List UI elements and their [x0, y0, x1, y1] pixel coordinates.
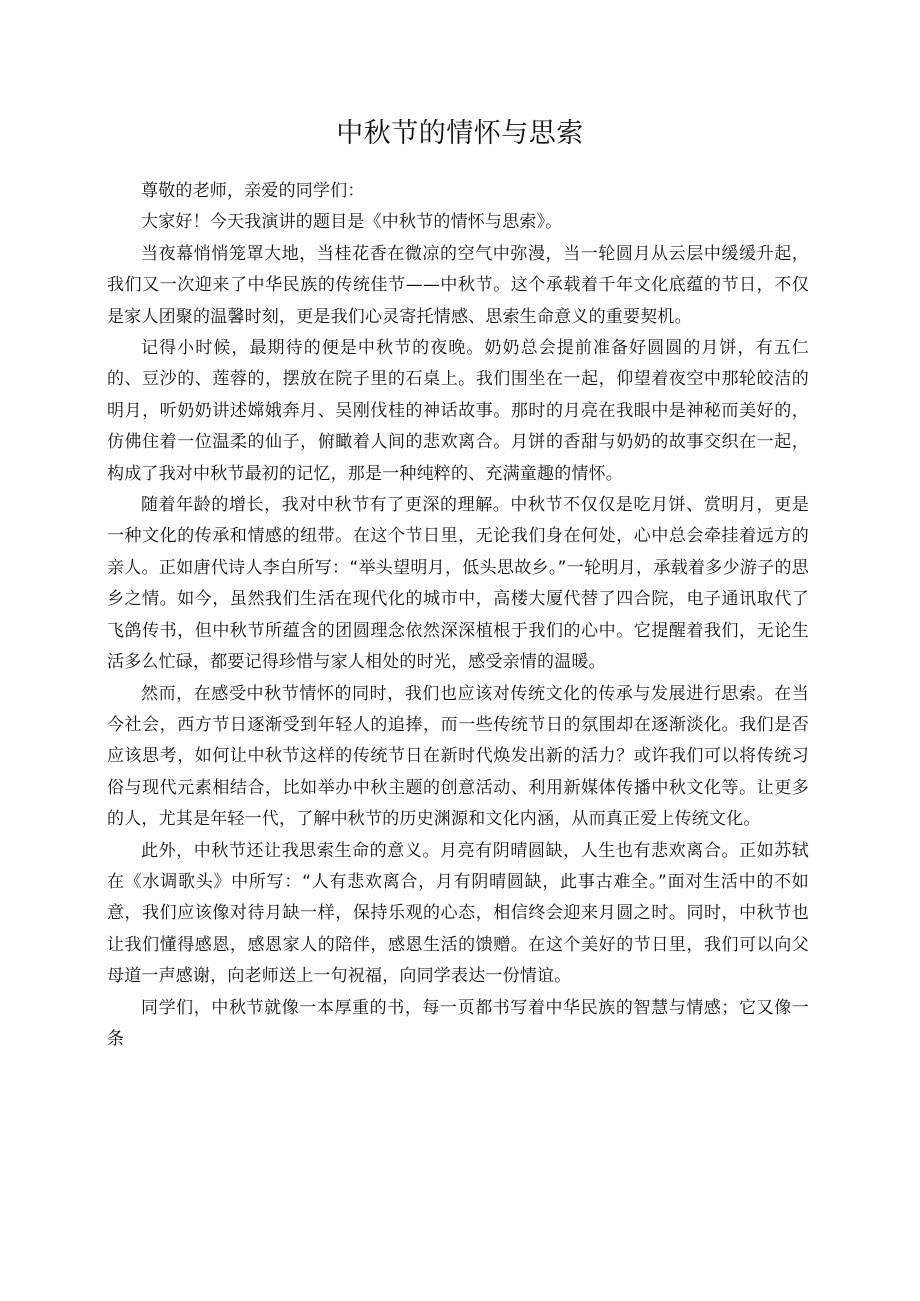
- paragraph-tradition-reflection: 然而，在感受中秋节情怀的同时，我们也应该对传统文化的传承与发展进行思索。在当今社会，西方节日逐渐受到年轻人的追捧，而一些传统节日的氛围却在逐渐淡化。我们是否应该思考，如何让中秋节这样的传统节日在新时代焕发出新的活力？或许我们可以将传统习俗与现代元素相结合，比如举办中秋主题的创意活动、利用新媒体传播中秋文化等。让更多的人，尤其是年轻一代，了解中秋节的历史渊源和文化内涵，从而真正爱上传统文化。: [107, 683, 809, 830]
- paragraph-childhood-memory: 记得小时候，最期待的便是中秋节的夜晚。奶奶总会提前准备好圆圆的月饼，有五仁的、豆沙的、莲蓉的，摆放在院子里的石桌上。我们围坐在一起，仰望着夜空中那轮皎洁的明月，听奶奶讲述嫦娥奔月、吴刚伐桂的神话故事。那时的月亮在我眼中是神秘而美好的，仿佛住着一位温柔的仙子，俯瞰着人间的悲欢离合。月饼的香甜与奶奶的故事交织在一起，构成了我对中秋节最初的记忆，那是一种纯粹的、充满童趣的情怀。: [107, 338, 809, 484]
- paragraph-life-meaning: 此外，中秋节还让我思索生命的意义。月亮有阴晴圆缺，人生也有悲欢离合。正如苏轼在《水调歌头》中所写：“人有悲欢离合，月有阴晴圆缺，此事古难全。”面对生活中的不如意，我们应该像对待月缺一样，保持乐观的心态，相信终会迎来月圆之时。同时，中秋节也让我们懂得感恩，感恩家人的陪伴，感恩生活的馈赠。在这个美好的节日里，我们可以向父母道一声感谢，向老师送上一句祝福，向同学表达一份情谊。: [107, 840, 809, 987]
- paragraph-cultural-meaning: 随着年龄的增长，我对中秋节有了更深的理解。中秋节不仅仅是吃月饼、赏明月，更是一种文化的传承和情感的纽带。在这个节日里，无论我们身在何处，心中总会牵挂着远方的亲人。正如唐代诗人李白所写：“举头望明月，低头思故乡。”一轮明月，承载着多少游子的思乡之情。如今，虽然我们生活在现代化的城市中，高楼大厦代替了四合院，电子通讯取代了飞鸽传书，但中秋节所蕴含的团圆理念依然深深植根于我们的心中。它提醒着我们，无论生活多么忙碌，都要记得珍惜与家人相处的时光，感受亲情的温暖。: [107, 495, 809, 673]
- paragraph-introduction: 当夜幕悄悄笼罩大地，当桂花香在微凉的空气中弥漫，当一轮圆月从云层中缓缓升起，我们又一次迎来了中华民族的传统佳节——中秋节。这个承载着千年文化底蕴的节日，不仅是家人团聚的温馨时刻，更是我们心灵寄托情感、思索生命意义的重要契机。: [107, 243, 809, 327]
- paragraph-salutation: 尊敬的老师，亲爱的同学们：: [141, 181, 365, 201]
- document-title: 中秋节的情怀与思索: [336, 118, 584, 149]
- document-body: [107, 176, 809, 1055]
- paragraph-closing-start: 同学们，中秋节就像一本厚重的书，每一页都书写着中华民族的智慧与情感；它又像一条: [107, 997, 809, 1049]
- paragraph-greeting: 大家好！今天我演讲的题目是《中秋节的情怀与思索》。: [141, 212, 563, 233]
